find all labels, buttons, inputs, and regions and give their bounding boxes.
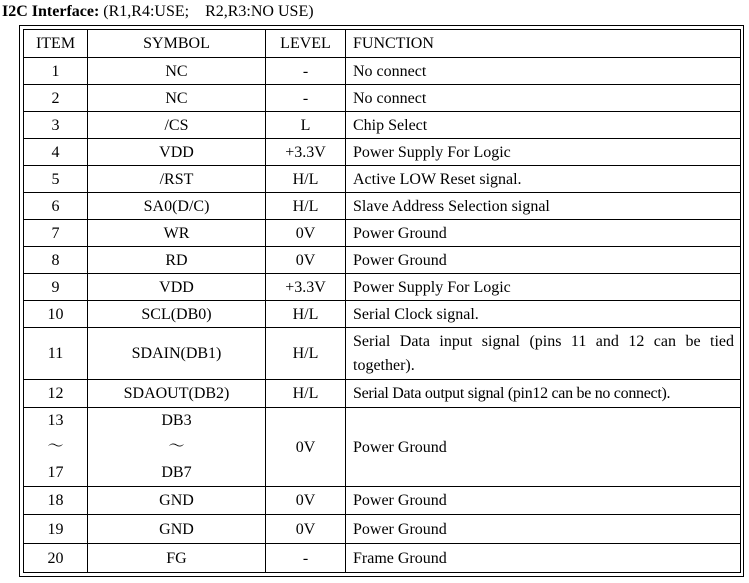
cell-item: 11 bbox=[24, 328, 88, 380]
cell-function: Serial Data input signal (pins 11 and 12 can be tied together). bbox=[346, 328, 741, 380]
pin-assignment-table bbox=[23, 29, 741, 573]
cell-function: Chip Select bbox=[346, 112, 741, 139]
table-row bbox=[24, 58, 741, 85]
heading-label: I2C Interface: bbox=[2, 3, 100, 20]
cell-function: No connect bbox=[346, 58, 741, 85]
cell-level: H/L bbox=[266, 193, 346, 220]
cell-item: 20 bbox=[24, 544, 88, 573]
table-row bbox=[24, 487, 741, 515]
table-row bbox=[24, 220, 741, 247]
table-row bbox=[24, 328, 741, 380]
cell-level: +3.3V bbox=[266, 274, 346, 301]
cell-item: 3 bbox=[24, 112, 88, 139]
table-row bbox=[24, 515, 741, 544]
cell-symbol: SA0(D/C) bbox=[88, 193, 266, 220]
column-header-symbol: SYMBOL bbox=[88, 30, 266, 58]
column-header-item: ITEM bbox=[24, 30, 88, 58]
cell-function: Slave Address Selection signal bbox=[346, 193, 741, 220]
cell-level: 0V bbox=[266, 247, 346, 274]
cell-function: Power Ground bbox=[346, 247, 741, 274]
table-row bbox=[24, 247, 741, 274]
cell-item: 1 bbox=[24, 58, 88, 85]
cell-item: 12 bbox=[24, 380, 88, 408]
cell-item: 8 bbox=[24, 247, 88, 274]
table-row bbox=[24, 139, 741, 166]
cell-item-range bbox=[24, 408, 88, 487]
cell-item: 18 bbox=[24, 487, 88, 515]
cell-symbol: FG bbox=[88, 544, 266, 573]
cell-symbol-range bbox=[88, 408, 266, 487]
cell-function: Frame Ground bbox=[346, 544, 741, 573]
cell-function: Power Ground bbox=[346, 408, 741, 487]
cell-level: - bbox=[266, 58, 346, 85]
cell-level: 0V bbox=[266, 408, 346, 487]
cell-function: Power Supply For Logic bbox=[346, 274, 741, 301]
cell-item: 7 bbox=[24, 220, 88, 247]
cell-function: Serial Data output signal (pin12 can be no connect). bbox=[346, 380, 741, 408]
cell-symbol: NC bbox=[88, 58, 266, 85]
cell-level: H/L bbox=[266, 328, 346, 380]
cell-level: H/L bbox=[266, 166, 346, 193]
header-row bbox=[24, 30, 741, 58]
cell-symbol: /CS bbox=[88, 112, 266, 139]
cell-symbol: SDAIN(DB1) bbox=[88, 328, 266, 380]
heading-resistor-note: (R1,R4:USE; R2,R3:NO USE) bbox=[99, 3, 314, 20]
cell-level: 0V bbox=[266, 487, 346, 515]
column-header-level: LEVEL bbox=[266, 30, 346, 58]
symbol-range-end: DB7 bbox=[161, 464, 192, 481]
cell-symbol: RD bbox=[88, 247, 266, 274]
cell-symbol: /RST bbox=[88, 166, 266, 193]
table-row bbox=[24, 380, 741, 408]
cell-symbol: NC bbox=[88, 85, 266, 112]
cell-level: 0V bbox=[266, 515, 346, 544]
cell-level: L bbox=[266, 112, 346, 139]
cell-symbol: GND bbox=[88, 515, 266, 544]
table-row bbox=[24, 85, 741, 112]
cell-item: 2 bbox=[24, 85, 88, 112]
cell-symbol: VDD bbox=[88, 274, 266, 301]
cell-function: Serial Clock signal. bbox=[346, 301, 741, 328]
cell-item: 6 bbox=[24, 193, 88, 220]
cell-item: 4 bbox=[24, 139, 88, 166]
symbol-range-tilde: ～ bbox=[168, 438, 185, 455]
cell-function: Power Ground bbox=[346, 220, 741, 247]
symbol-range-start: DB3 bbox=[161, 412, 192, 429]
cell-level: - bbox=[266, 85, 346, 112]
table-row bbox=[24, 193, 741, 220]
item-range-tilde: ～ bbox=[47, 438, 64, 455]
cell-level: 0V bbox=[266, 220, 346, 247]
column-header-function: FUNCTION bbox=[346, 30, 741, 58]
cell-function: Active LOW Reset signal. bbox=[346, 166, 741, 193]
cell-function: Power Ground bbox=[346, 487, 741, 515]
table-row bbox=[24, 166, 741, 193]
cell-item: 10 bbox=[24, 301, 88, 328]
cell-function: No connect bbox=[346, 85, 741, 112]
item-range-end: 17 bbox=[47, 464, 64, 481]
table-row bbox=[24, 274, 741, 301]
cell-item: 19 bbox=[24, 515, 88, 544]
cell-level: +3.3V bbox=[266, 139, 346, 166]
cell-function: Power Supply For Logic bbox=[346, 139, 741, 166]
cell-symbol: WR bbox=[88, 220, 266, 247]
cell-symbol: SDAOUT(DB2) bbox=[88, 380, 266, 408]
cell-function: Power Ground bbox=[346, 515, 741, 544]
cell-level: H/L bbox=[266, 301, 346, 328]
item-range-start: 13 bbox=[47, 412, 64, 429]
table-row bbox=[24, 301, 741, 328]
interface-heading bbox=[2, 1, 314, 23]
cell-level: H/L bbox=[266, 380, 346, 408]
table-row bbox=[24, 544, 741, 573]
cell-level: - bbox=[266, 544, 346, 573]
cell-symbol: VDD bbox=[88, 139, 266, 166]
cell-symbol: SCL(DB0) bbox=[88, 301, 266, 328]
cell-item: 5 bbox=[24, 166, 88, 193]
cell-symbol: GND bbox=[88, 487, 266, 515]
cell-item: 9 bbox=[24, 274, 88, 301]
table-row-group-13-17 bbox=[24, 408, 741, 487]
table-row bbox=[24, 112, 741, 139]
